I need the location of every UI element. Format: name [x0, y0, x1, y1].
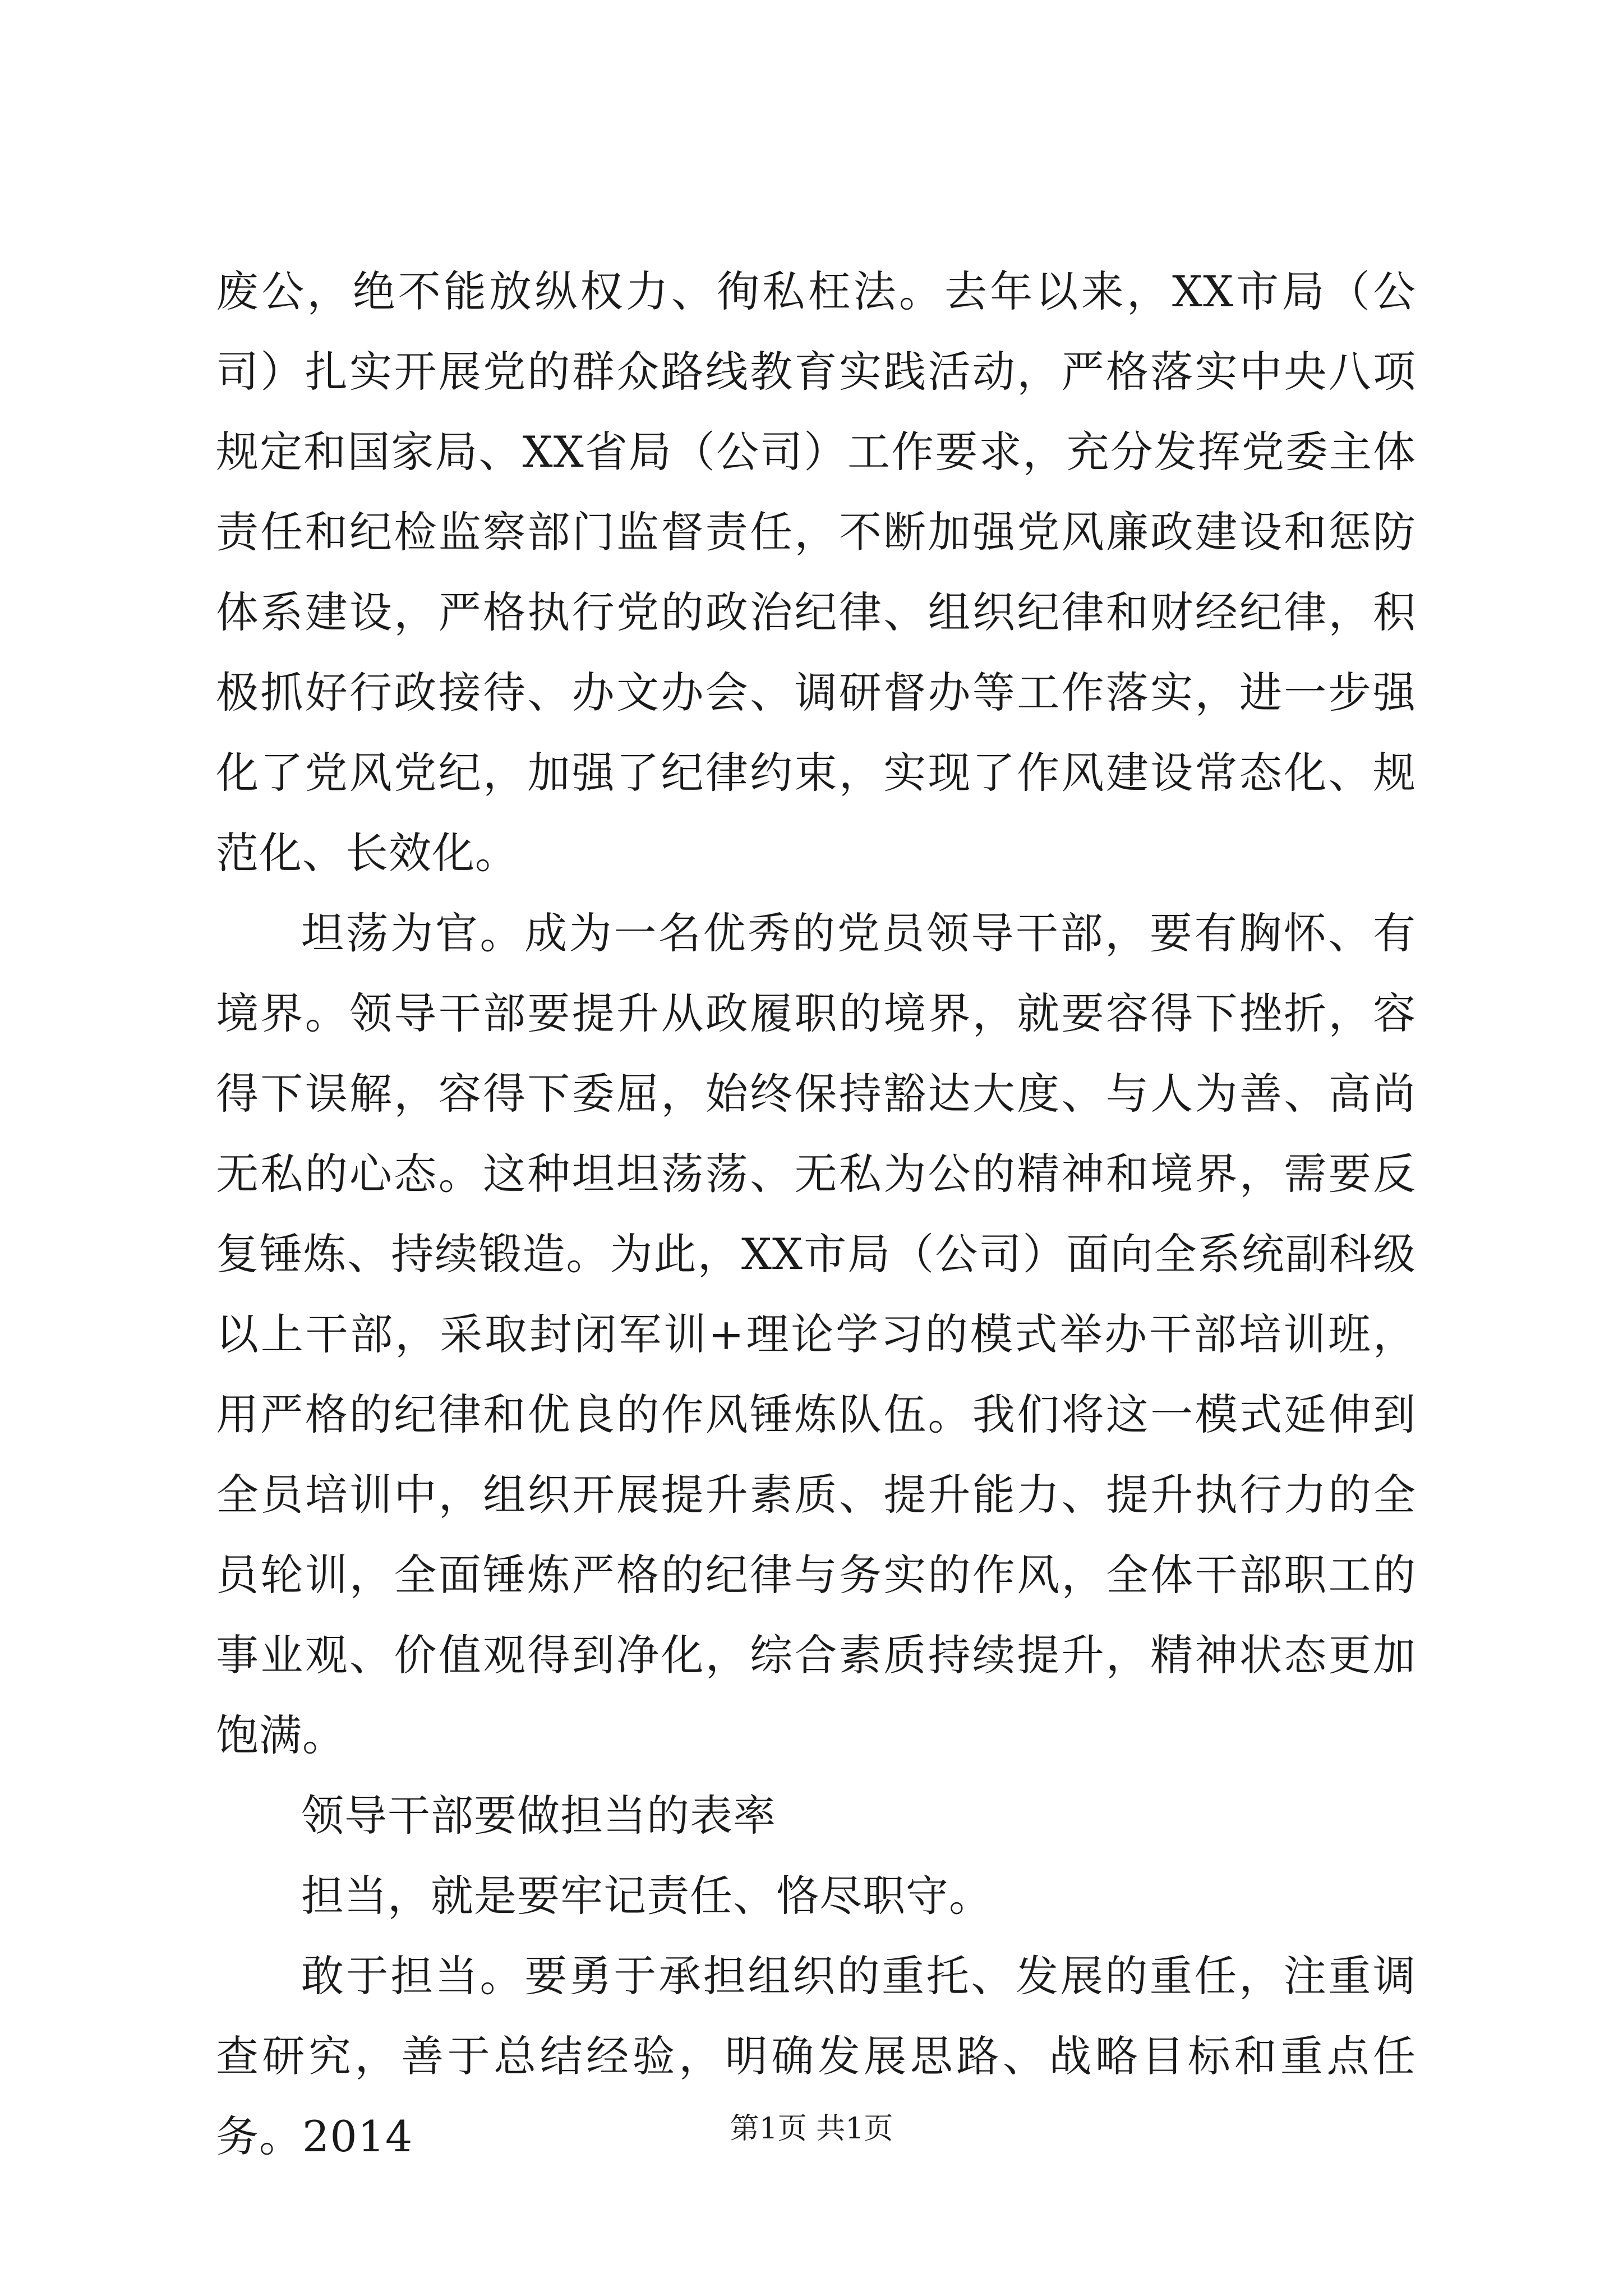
section-heading: 领导干部要做担当的表率 [301, 1791, 776, 1841]
page-footer: 第1页 共1页 [730, 2112, 893, 2146]
document-body [216, 251, 1416, 2177]
paragraph-ganyu-dandang: 敢于担当。要勇于承担组织的重托、发展的重任，注重调查研究，善于总结经验，明确发展思路、战略目标和重点任务。2014 [216, 1951, 1416, 2161]
paragraph-continuation: 废公，绝不能放纵权力、徇私枉法。去年以来，XX市局（公司）扎实开展党的群众路线教育实践活动，严格落实中央八项规定和国家局、XX省局（公司）工作要求，充分发挥党委主体责任和纪检监察部门监督责任，不断加强党风廉政建设和惩防体系建设，严格执行党的政治纪律、组织纪律和财经纪律，积极抓好行政接待、办文办会、调研督办等工作落实，进一步强化了党风党纪，加强了纪律约束，实现了作风建设常态化、规范化、长效化。 [216, 266, 1416, 878]
paragraph-dandang-definition: 担当，就是要牢记责任、恪尽职守。 [301, 1871, 992, 1921]
paragraph-tandang-weiguan: 坦荡为官。成为一名优秀的党员领导干部，要有胸怀、有境界。领导干部要提升从政履职的境界，就要容得下挫折，容得下误解，容得下委屈，始终保持豁达大度、与人为善、高尚无私的心态。这种坦坦荡荡、无私为公的精神和境界，需要反复锤炼、持续锻造。为此，XX市局（公司）面向全系统副科级以上干部，采取封闭军训+理论学习的模式举办干部培训班，用严格的纪律和优良的作风锤炼队伍。我们将这一模式延伸到全员培训中，组织开展提升素质、提升能力、提升执行力的全员轮训，全面锤炼严格的纪律与务实的作风，全体干部职工的事业观、价值观得到净化，综合素质持续提升，精神状态更加饱满。 [216, 908, 1416, 1760]
